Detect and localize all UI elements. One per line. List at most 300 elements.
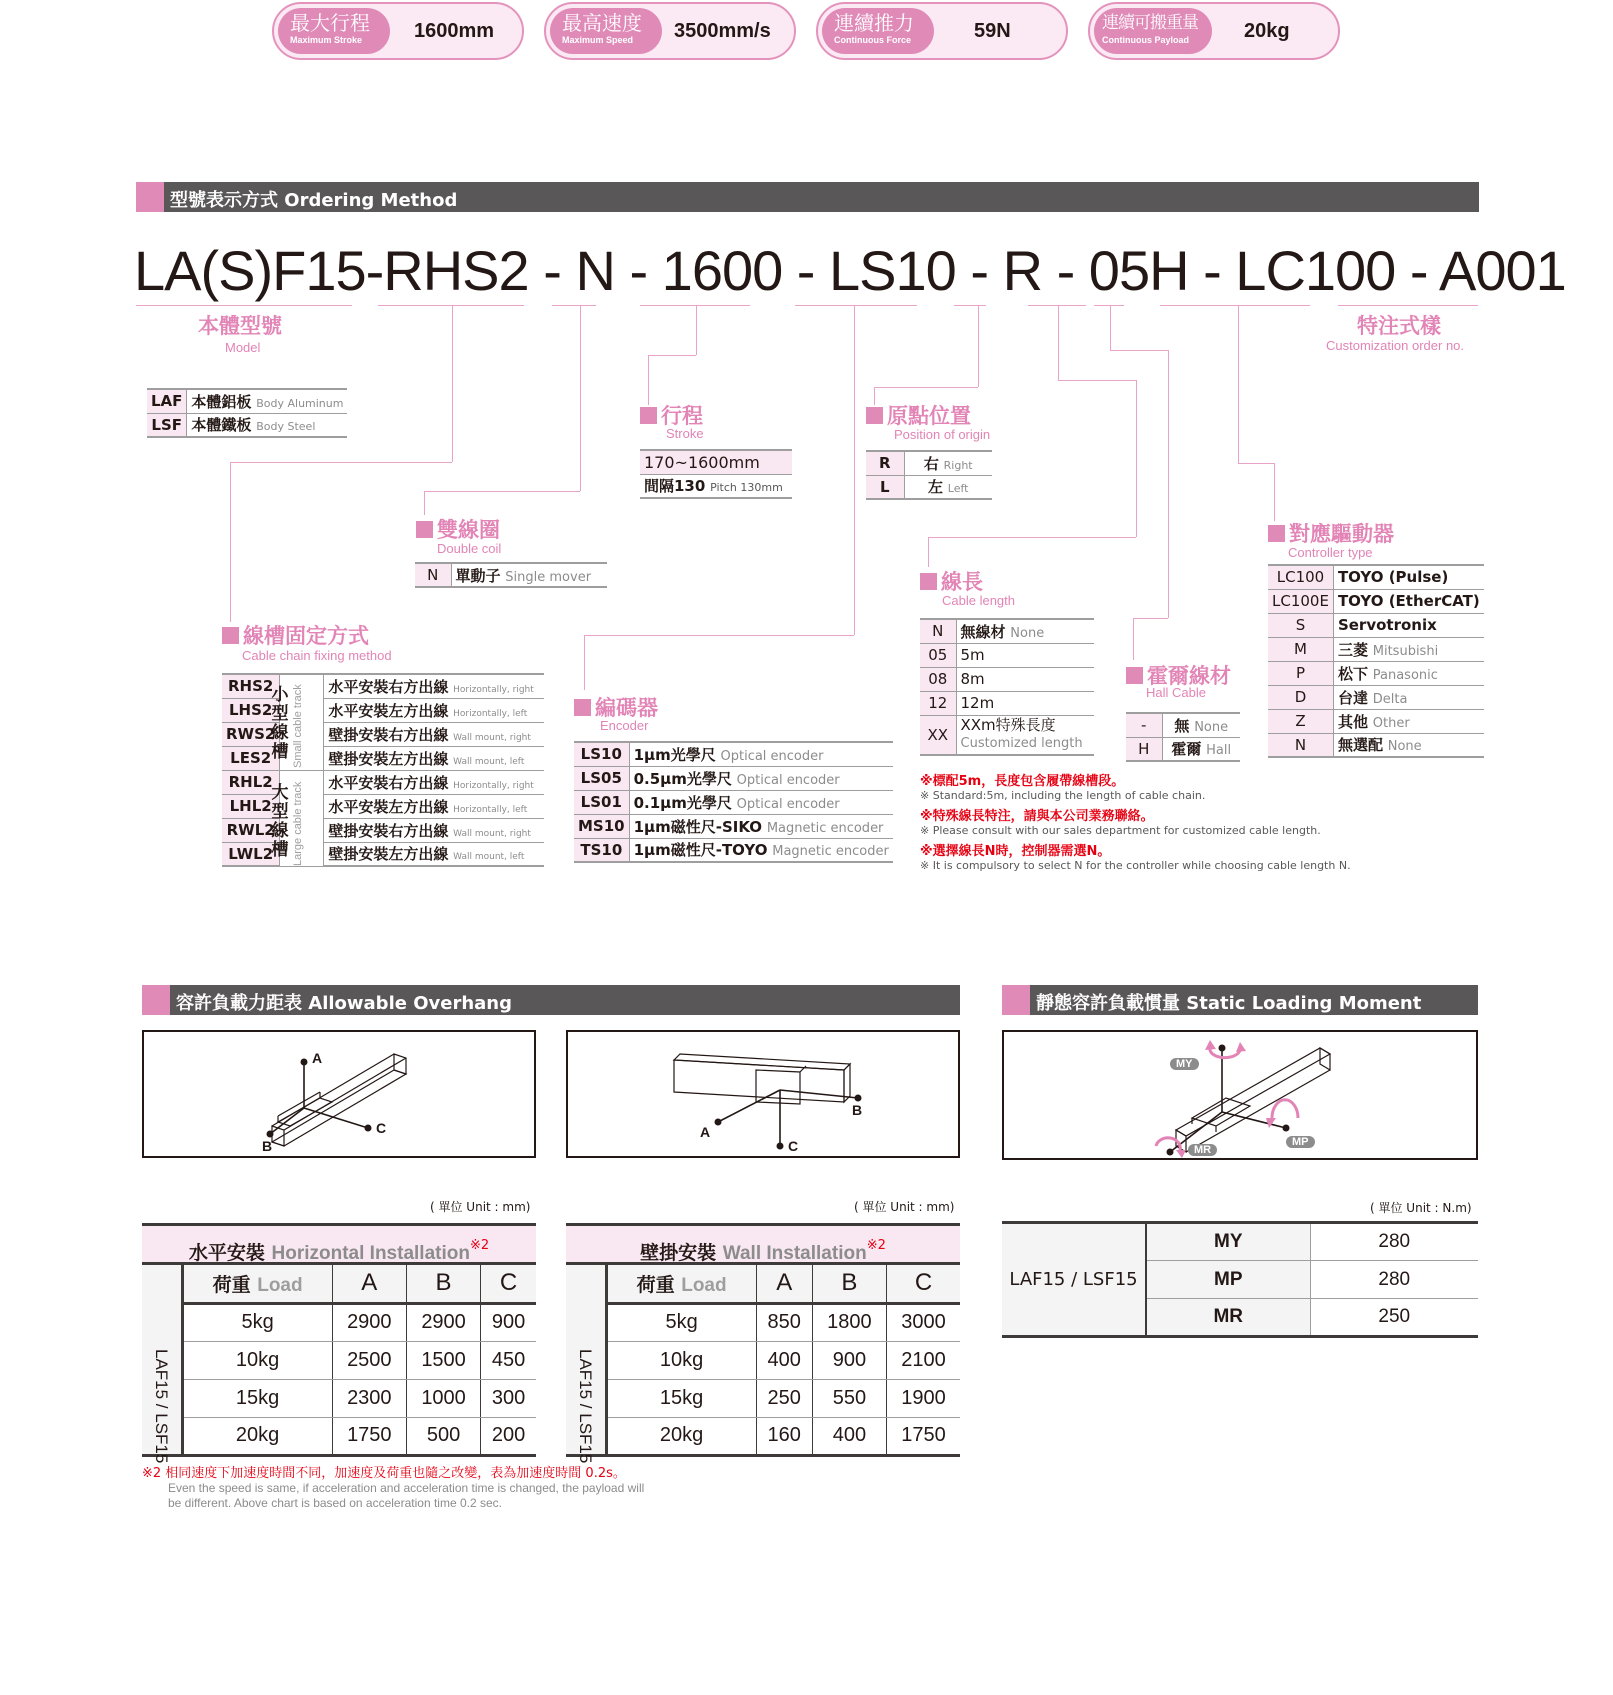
spec-label-en: Maximum Speed (562, 35, 634, 45)
option-zh: 1μm磁性尺-SIKO (633, 817, 763, 836)
table-row (1126, 737, 1240, 761)
col-load (606, 1265, 756, 1303)
option-code: LAF (147, 389, 187, 413)
option-desc (1333, 613, 1483, 637)
option-desc (629, 814, 893, 838)
code-sep: - (1188, 239, 1236, 302)
note-red: ※特殊線長特注，請與本公司業務聯絡。 (920, 809, 1154, 824)
option-code: P (1268, 661, 1333, 685)
static-moment-section-header (1002, 985, 1478, 1015)
table-row (574, 814, 893, 838)
code-part-encoder: LS10 (829, 239, 956, 302)
controller-subtitle: Controller type (1288, 545, 1373, 560)
table-row (1268, 709, 1484, 733)
connector (230, 462, 452, 463)
table-row (147, 413, 347, 437)
title-marker (866, 407, 883, 424)
code-sep: - (955, 239, 1003, 302)
large-track-label-en: Large cable track (292, 781, 304, 866)
option-code: RHS2 (222, 674, 280, 698)
cable-length-title-text: 線長 (941, 570, 983, 594)
col-c: C (481, 1265, 536, 1303)
table-row (566, 1341, 960, 1379)
title-marker (1268, 525, 1285, 542)
spec-label-zh: 最大行程 (290, 11, 370, 35)
option-code: LES2 (222, 746, 280, 770)
custom-subtitle: Customization order no. (1326, 338, 1465, 353)
option-zh: 本體鋁板 (191, 392, 252, 411)
code-sep: - (365, 239, 384, 302)
underline-cable-length (1028, 305, 1086, 306)
option-zh: 左 (928, 478, 944, 497)
table-row (1268, 565, 1484, 589)
option-zh: 松下 (1337, 664, 1368, 683)
title-marker (920, 573, 937, 590)
code-part-cable-chain: RHS2 (383, 239, 529, 302)
moment-value: 280 (1310, 1261, 1478, 1299)
title-en: Horizontal Installation (271, 1243, 470, 1264)
stroke-subtitle: Stroke (666, 426, 704, 441)
cell-a: 1750 (332, 1417, 406, 1455)
cable-length-table (920, 618, 1094, 756)
cell-c: 2100 (887, 1341, 960, 1379)
table-row (574, 766, 893, 790)
code-part-controller: LC100 (1235, 239, 1396, 302)
option-desc (629, 742, 893, 766)
table-row (566, 1379, 960, 1417)
cell-load: 15kg (606, 1379, 756, 1417)
option-desc: 8m (956, 667, 1094, 691)
option-en: Wall mount, right (453, 732, 531, 743)
option-zh: 0.1μm光學尺 (633, 793, 732, 812)
model-label: LAF15 / LSF15 (1002, 1223, 1146, 1337)
cell-a: 160 (756, 1417, 812, 1455)
option-code: LS10 (574, 742, 629, 766)
footnote-mark: ※2 (866, 1238, 886, 1253)
cable-chain-title (222, 620, 369, 650)
option-code: LS01 (574, 790, 629, 814)
option-desc (324, 698, 544, 722)
table-row (866, 451, 992, 475)
small-track-label-en: Small cable track (292, 684, 304, 768)
cell-load: 10kg (182, 1341, 332, 1379)
model-label: LAF15 / LSF15 (576, 1349, 596, 1464)
stroke-table (640, 449, 792, 499)
option-desc (324, 722, 544, 746)
option-code: LC100E (1268, 589, 1333, 613)
overhang-data (142, 1265, 536, 1464)
option-code: L (866, 475, 904, 499)
connector (1238, 463, 1274, 464)
col-load-zh: 荷重 (212, 1273, 251, 1296)
connector (1238, 305, 1239, 463)
connector (1110, 305, 1111, 350)
cell-c: 900 (481, 1303, 536, 1341)
option-desc (324, 794, 544, 818)
connector (928, 537, 929, 567)
option-en: None (1387, 739, 1422, 755)
table-title (566, 1223, 960, 1265)
connector (230, 462, 231, 622)
col-c: C (887, 1265, 960, 1303)
model-label-cell (566, 1265, 606, 1464)
option-zh: 單動子 (455, 566, 501, 585)
cell-a: 2900 (332, 1303, 406, 1341)
option-code: LC100 (1268, 565, 1333, 589)
table-row (142, 1303, 536, 1341)
spec-label-zh: 連續推力 (834, 11, 914, 35)
hall-subtitle: Hall Cable (1146, 685, 1206, 700)
code-part-stroke: 1600 (661, 239, 783, 302)
option-desc (451, 563, 607, 587)
option-en: Panasonic (1372, 667, 1438, 683)
cable-chain-title-text: 線槽固定方式 (243, 624, 369, 648)
option-zh: TOYO (EtherCAT) (1337, 592, 1480, 610)
title-zh: 水平安裝 (188, 1242, 265, 1264)
col-a: A (756, 1265, 812, 1303)
option-zh: 右 (923, 454, 939, 473)
footnote-red: ※2 相同速度下加速度時間不同，加速度及荷重也隨之改變，表為加速度時間 0.2s。 (142, 1466, 626, 1481)
option-en: Mitsubishi (1372, 643, 1439, 659)
option-code: LS05 (574, 766, 629, 790)
code-part-origin: R (1002, 239, 1043, 302)
option-zh: 無選配 (1337, 736, 1383, 755)
option-desc (629, 838, 893, 862)
spec-value: 20kg (1244, 20, 1290, 42)
option-code: RHL2 (222, 770, 280, 794)
option-code: N (920, 619, 956, 643)
encoder-title-text: 編碼器 (595, 696, 658, 720)
option-code: Z (1268, 709, 1333, 733)
option-zh: 1μm磁性尺-TOYO (633, 841, 768, 860)
option-zh: 壁掛安裝右方出線 (328, 725, 449, 744)
option-en: Magnetic encoder (766, 820, 884, 836)
underline-controller (1160, 305, 1310, 306)
option-code: RWL2 (222, 818, 280, 842)
wall-actuator-icon (568, 1032, 958, 1156)
note-gray: ※ Please consult with our sales department for customized cable length. (920, 824, 1321, 837)
origin-subtitle: Position of origin (894, 427, 991, 442)
option-code: D (1268, 685, 1333, 709)
option-en: Horizontally, right (453, 684, 534, 695)
large-track-label-zh: 大型線槽 (271, 783, 289, 860)
table-row (574, 742, 893, 766)
spec-continuous-force (816, 2, 1068, 60)
small-track-label-zh: 小型線槽 (271, 685, 289, 762)
code-sep: - (782, 239, 830, 302)
label-a: A (312, 1050, 323, 1066)
stroke-pitch (640, 474, 792, 498)
pitch-en: Pitch 130mm (710, 481, 783, 495)
section-marker (142, 985, 170, 1015)
footnote-gray: Even the speed is same, if acceleration and acceleration time is changed, the payload will (168, 1481, 645, 1495)
horizontal-installation-table (142, 1223, 536, 1464)
cell-b: 1000 (406, 1379, 480, 1417)
option-desc (1333, 661, 1483, 685)
hall-title-text: 霍爾線材 (1147, 664, 1231, 688)
option-desc (324, 818, 544, 842)
option-code: N (1268, 733, 1333, 757)
table-row (640, 474, 792, 498)
title-marker (574, 699, 591, 716)
option-code: LSF (147, 413, 187, 437)
cell-b: 1500 (406, 1341, 480, 1379)
model-title: 本體型號 (198, 314, 282, 338)
option-en: Single mover (505, 569, 592, 585)
option-desc: 12m (956, 691, 1094, 715)
table-row (866, 475, 992, 499)
connector (1058, 305, 1059, 380)
footnote-mark: ※2 (469, 1238, 490, 1253)
option-desc (187, 389, 348, 413)
option-desc (1162, 713, 1240, 737)
spec-value: 59N (974, 20, 1011, 42)
title-marker (416, 521, 433, 538)
code-part-cable-hall: 05H (1088, 239, 1189, 302)
title-zh: 壁掛安裝 (640, 1242, 717, 1264)
spec-label (278, 8, 390, 54)
option-zh: XXm特殊長度 (960, 716, 1056, 735)
cell-load: 5kg (606, 1303, 756, 1341)
cell-b: 400 (812, 1417, 886, 1455)
cell-b: 1800 (812, 1303, 886, 1341)
option-en: Other (1372, 715, 1410, 731)
footnote-gray: be different. Above chart is based on acceleration time 0.2 sec. (168, 1496, 502, 1510)
connector (1136, 380, 1137, 537)
label-c: C (376, 1120, 387, 1136)
cell-c: 1750 (887, 1417, 960, 1455)
table-row (147, 389, 347, 413)
moment-name: MY (1146, 1223, 1310, 1261)
table-row (566, 1303, 960, 1341)
option-code: LWL2 (222, 842, 280, 866)
option-en: Horizontally, right (453, 780, 534, 791)
connector (648, 355, 649, 405)
underline-cable-chain (378, 305, 524, 306)
option-code: 08 (920, 667, 956, 691)
option-desc (1333, 589, 1483, 613)
hall-table (1126, 712, 1240, 762)
table-row (1268, 685, 1484, 709)
table-row (920, 715, 1094, 755)
spec-max-stroke (272, 2, 524, 60)
spec-label (1094, 8, 1212, 54)
underline-custom (1338, 305, 1478, 306)
connector (1133, 618, 1168, 619)
moment-actuator-icon (1004, 1032, 1476, 1158)
cell-load: 5kg (182, 1303, 332, 1341)
pitch-zh: 間隔130 (644, 477, 706, 496)
option-zh: Servotronix (1337, 616, 1437, 634)
option-zh: 1μm光學尺 (633, 745, 716, 764)
table-row (1268, 637, 1484, 661)
option-code: R (866, 451, 904, 475)
label-c: C (788, 1138, 799, 1154)
cell-c: 3000 (887, 1303, 960, 1341)
option-zh: 霍爾 (1171, 740, 1202, 759)
title-marker (1126, 667, 1143, 684)
option-zh: 水平安裝右方出線 (328, 773, 449, 792)
cell-b: 2900 (406, 1303, 480, 1341)
moment-name: MR (1146, 1299, 1310, 1337)
option-en: Optical encoder (720, 748, 824, 764)
connector (928, 537, 1136, 538)
ordering-section-header (136, 182, 1479, 212)
option-en: Hall (1206, 743, 1232, 759)
option-zh: 水平安裝左方出線 (328, 797, 449, 816)
option-en: Left (947, 482, 969, 496)
option-zh: 本體鐵板 (191, 416, 252, 435)
underline-coil (552, 305, 596, 306)
table-row (415, 563, 607, 587)
spec-label (550, 8, 662, 54)
code-part-model: LA(S)F15 (134, 239, 366, 302)
option-code: LHL2 (222, 794, 280, 818)
option-en: Horizontally, left (453, 804, 528, 815)
option-desc (324, 770, 544, 794)
cell-a: 2500 (332, 1341, 406, 1379)
option-code: LHS2 (222, 698, 280, 722)
table-row (574, 790, 893, 814)
stroke-range: 170~1600mm (640, 450, 792, 474)
option-en: Wall mount, left (453, 756, 525, 767)
model-label-cell (142, 1265, 182, 1464)
option-desc (904, 475, 992, 499)
code-sep: - (1395, 239, 1440, 302)
connector (424, 491, 580, 492)
option-zh: 無 (1174, 716, 1190, 735)
table-row (1268, 733, 1484, 757)
table-row (142, 1341, 536, 1379)
option-en: Customized length (960, 736, 1083, 752)
connector (424, 491, 425, 515)
note-gray: ※ It is compulsory to select N for the controller while choosing cable length N. (920, 859, 1351, 872)
option-code: S (1268, 613, 1333, 637)
section-title: 型號表示方式 Ordering Method (170, 190, 458, 211)
title-en: Wall Installation (722, 1243, 867, 1264)
label-a: A (700, 1124, 711, 1140)
origin-title (866, 400, 971, 430)
overhang-section-header (142, 985, 960, 1015)
connector (978, 305, 979, 387)
static-moment-diagram (1002, 1030, 1478, 1160)
connector (874, 387, 978, 388)
connector (580, 305, 581, 491)
option-en: Wall mount, left (453, 852, 525, 863)
wall-installation-table (566, 1223, 960, 1464)
connector (1133, 618, 1134, 660)
option-desc (1333, 733, 1483, 757)
option-zh: 壁掛安裝右方出線 (328, 821, 449, 840)
label-my: MY (1170, 1058, 1199, 1070)
table-title (142, 1223, 536, 1265)
horizontal-overhang-diagram (142, 1030, 536, 1158)
header-row (566, 1265, 960, 1303)
cable-chain-subtitle: Cable chain fixing method (242, 648, 392, 663)
coil-title (416, 514, 500, 544)
underline-stroke (640, 305, 750, 306)
code-sep: - (528, 239, 576, 302)
label-mp: MP (1286, 1136, 1315, 1148)
connector (1274, 463, 1275, 521)
unit-label: ( 單位 Unit : mm) (430, 1200, 531, 1214)
option-desc (1333, 637, 1483, 661)
col-a: A (332, 1265, 406, 1303)
option-en: Magnetic encoder (772, 844, 889, 860)
controller-table (1268, 564, 1484, 758)
title-marker (222, 627, 239, 644)
option-desc (956, 619, 1094, 643)
cell-c: 300 (481, 1379, 536, 1417)
origin-table (866, 450, 992, 500)
title-marker (640, 407, 657, 424)
table-row (920, 691, 1094, 715)
option-code: XX (920, 715, 956, 755)
option-desc (324, 746, 544, 770)
horizontal-actuator-icon (144, 1032, 534, 1156)
table-row (640, 450, 792, 474)
connector (648, 355, 696, 356)
unit-label: ( 單位 Unit : N.m) (1370, 1201, 1472, 1215)
note-red: ※選擇線長N時，控制器需選N。 (920, 844, 1111, 859)
spec-label-en: Maximum Stroke (290, 35, 363, 45)
table-row (142, 1379, 536, 1417)
col-load-en: Load (257, 1274, 303, 1296)
table-row (920, 643, 1094, 667)
option-desc (324, 842, 544, 866)
table-row (566, 1417, 960, 1455)
code-part-coil: N (575, 239, 615, 302)
connector (452, 305, 453, 462)
option-code: N (415, 563, 451, 587)
note-red: ※標配5m，長度包含履帶線槽段。 (920, 774, 1125, 789)
spec-label-en: Continuous Force (834, 35, 911, 45)
cell-load: 20kg (606, 1417, 756, 1455)
model-table (147, 388, 347, 438)
unit-label: ( 單位 Unit : mm) (854, 1200, 955, 1214)
spec-value: 1600mm (414, 20, 495, 42)
col-load-en: Load (681, 1274, 727, 1296)
underline-encoder (795, 305, 917, 306)
cell-c: 1900 (887, 1379, 960, 1417)
cell-b: 500 (406, 1417, 480, 1455)
connector (584, 635, 585, 690)
origin-title-text: 原點位置 (887, 404, 971, 428)
option-en: Wall mount, right (453, 828, 531, 839)
option-zh: 三菱 (1337, 640, 1368, 659)
option-zh: TOYO (Pulse) (1337, 568, 1449, 587)
option-zh: 其他 (1337, 712, 1368, 731)
option-zh: 壁掛安裝左方出線 (328, 845, 449, 864)
spec-label-zh: 連續可搬重量 (1102, 13, 1198, 33)
option-desc: 5m (956, 643, 1094, 667)
option-code: 05 (920, 643, 956, 667)
model-code (134, 238, 1566, 303)
cell-load: 15kg (182, 1379, 332, 1417)
cell-c: 450 (481, 1341, 536, 1379)
option-en: None (1010, 625, 1045, 641)
spec-label-zh: 最高速度 (562, 11, 642, 35)
encoder-table (574, 741, 893, 863)
option-code: - (1126, 713, 1162, 737)
option-code: 12 (920, 691, 956, 715)
cell-a: 2300 (332, 1379, 406, 1417)
option-code: H (1126, 737, 1162, 761)
table-row (574, 838, 893, 862)
option-desc (956, 715, 1094, 755)
table-row (1268, 661, 1484, 685)
label-b: B (852, 1102, 863, 1118)
